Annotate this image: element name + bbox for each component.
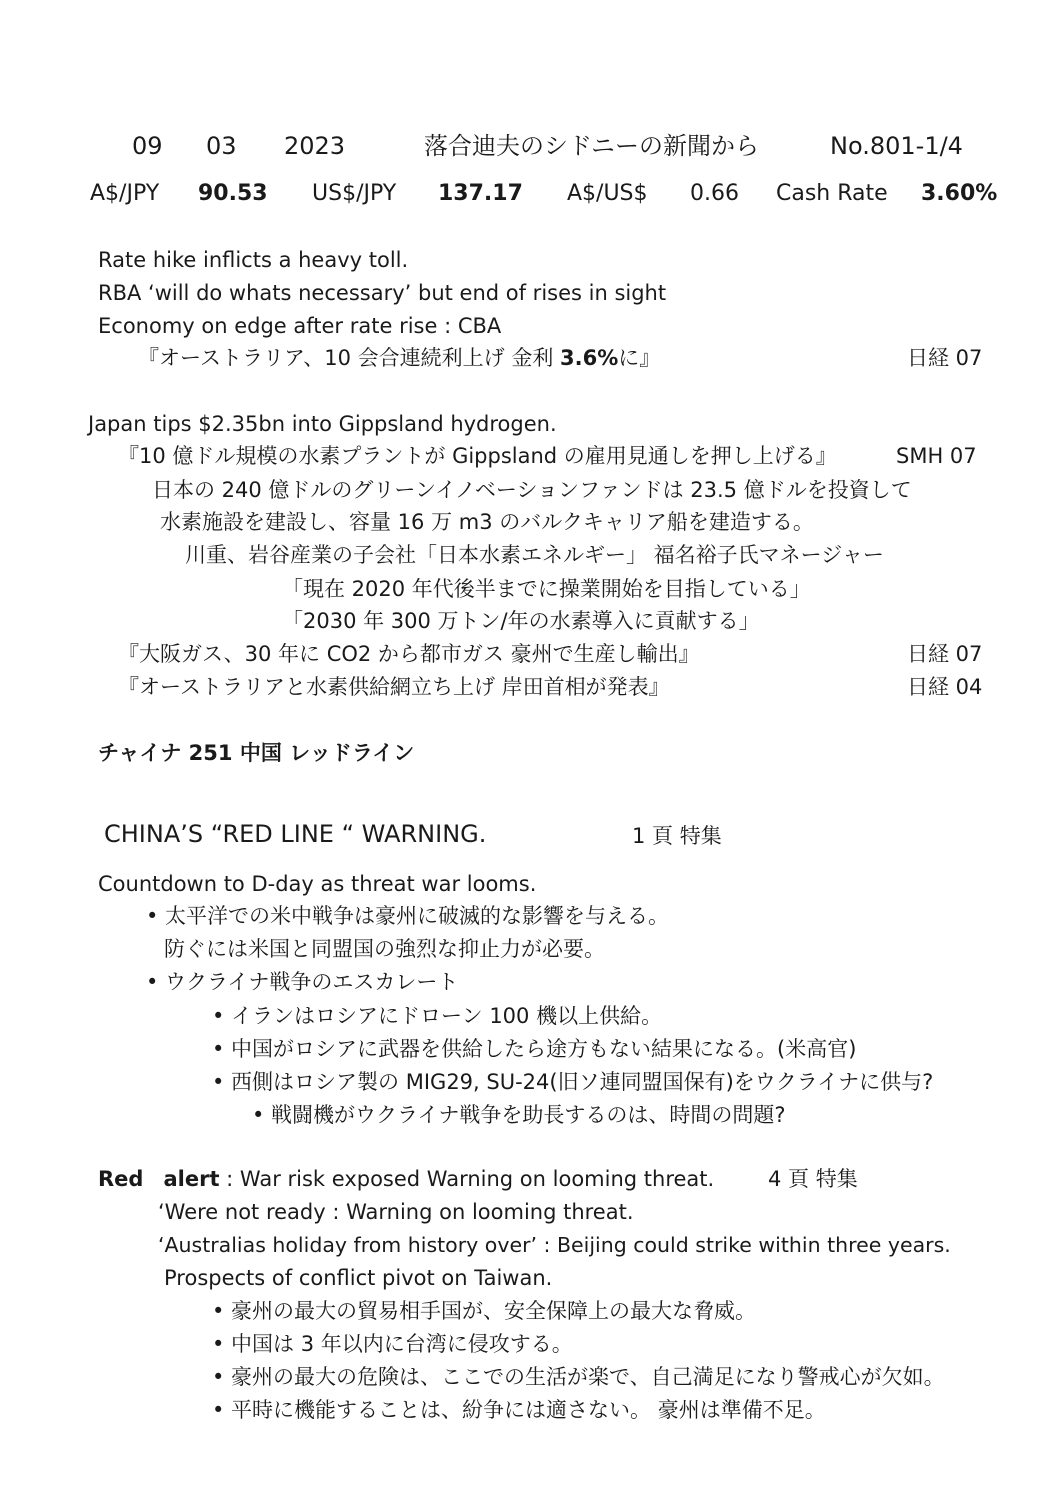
s2-line-5: 川重、岩谷産業の子会社「日本水素エネルギー」 福名裕子氏マネージャー: [185, 543, 884, 567]
s1-headline-1: Rate hike inflicts a heavy toll.: [98, 248, 409, 272]
china-section-heading: チャイナ 251 中国 レッドライン: [98, 741, 415, 765]
s1-source: 日経 07: [907, 346, 983, 370]
s4-bullet-1: • 豪州の最大の貿易相手国が、安全保障上の最大な脅威。: [212, 1299, 757, 1323]
s4-headline-1: [98, 1165, 714, 1193]
s2-smh-headline: 『10 億ドル規模の水素プラントが Gippsland の雇用見通しを押し上げる』: [118, 444, 837, 468]
cash-rate-value: 3.60%: [921, 181, 998, 206]
s3-headline: Countdown to D-day as threat war looms.: [98, 872, 537, 896]
s4-alert-word: alert: [163, 1167, 220, 1191]
s2-smh-source: SMH 07: [896, 444, 977, 468]
s1-nikkei-tail: に』: [618, 346, 661, 370]
s3-bullet-1: • 太平洋での米中戦争は豪州に破滅的な影響を与える。: [146, 904, 670, 928]
s2-quote-1: 「現在 2020 年代後半までに操業開始を目指している」: [282, 577, 811, 601]
s1-nikkei-text: 『オーストラリア、10 会合連続利上げ 金利: [138, 346, 561, 370]
s4-bullet-2: • 中国は 3 年以内に台湾に侵攻する。: [212, 1332, 573, 1356]
aud-jpy-label: A$/JPY: [90, 181, 160, 206]
date-day: 09: [132, 132, 163, 160]
china-red-line-page: 1 頁 特集: [632, 824, 722, 848]
s2-kishida-source: 日経 04: [907, 675, 983, 699]
s4-bullet-4: • 平時に機能することは、紛争には適さない。 豪州は準備不足。: [212, 1398, 826, 1422]
s1-nikkei-headline: [138, 344, 660, 372]
date-year: 2023: [284, 132, 346, 160]
s4-headline-3: ‘Australias holiday from history over’ : Beijing could strike within three years.: [158, 1233, 951, 1257]
s1-nikkei-rate: 3.6%: [560, 346, 619, 370]
s3-sub-bullet-1: • イランはロシアにドローン 100 機以上供給。: [212, 1004, 663, 1028]
usd-jpy-label: US$/JPY: [312, 181, 397, 206]
s4-headline-4: Prospects of conflict pivot on Taiwan.: [164, 1266, 553, 1290]
s4-headline-1-text: : War risk exposed Warning on looming threat.: [219, 1167, 715, 1191]
s3-bullet-1-cont: 防ぐには米国と同盟国の強烈な抑止力が必要。: [164, 937, 605, 961]
aud-usd-value: 0.66: [690, 181, 739, 206]
s3-sub-bullet-3: • 西側はロシア製の MIG29, SU-24(旧ソ連同盟国保有)をウクライナに供与?: [212, 1070, 934, 1094]
s3-bullet-2: • ウクライナ戦争のエスカレート: [146, 970, 459, 994]
china-red-line-title: CHINA’S “RED LINE “ WARNING.: [104, 820, 487, 848]
aud-jpy-value: 90.53: [198, 181, 268, 206]
cash-rate-label: Cash Rate: [776, 181, 888, 206]
s4-headline-2: ‘Were not ready : Warning on looming threat.: [158, 1200, 634, 1224]
usd-jpy-value: 137.17: [438, 181, 523, 206]
s1-headline-2: RBA ‘will do whats necessary’ but end of rises in sight: [98, 281, 667, 305]
s3-sub-bullet-2: • 中国がロシアに武器を供給したら途方もない結果になる。(米高官): [212, 1037, 857, 1061]
s2-headline: Japan tips $2.35bn into Gippsland hydrogen.: [88, 412, 557, 436]
s2-line-3: 日本の 240 億ドルのグリーンイノベーションファンドは 23.5 億ドルを投資して: [152, 478, 912, 502]
date-month: 03: [206, 132, 237, 160]
s3-sub-sub-bullet: • 戦闘機がウクライナ戦争を助長するのは、時間の問題?: [252, 1103, 786, 1127]
s4-red-word: Red: [98, 1167, 144, 1191]
s2-quote-2: 「2030 年 300 万トン/年の水素導入に貢献する」: [282, 609, 760, 633]
newsletter-title: 落合迪夫のシドニーの新聞から: [424, 132, 760, 160]
s2-line-4: 水素施設を建設し、容量 16 万 m3 のバルクキャリア船を建造する。: [160, 510, 814, 534]
s1-headline-3: Economy on edge after rate rise : CBA: [98, 314, 502, 338]
s2-osaka-source: 日経 07: [907, 642, 983, 666]
s4-bullet-3: • 豪州の最大の危険は、ここでの生活が楽で、自己満足になり警戒心が欠如。: [212, 1365, 945, 1389]
aud-usd-label: A$/US$: [567, 181, 648, 206]
issue-number: No.801-1/4: [830, 132, 963, 160]
s2-kishida-headline: 『オーストラリアと水素供給網立ち上げ 岸田首相が発表』: [118, 675, 670, 699]
s4-page: 4 頁 特集: [768, 1167, 858, 1191]
s2-osaka-gas-headline: 『大阪ガス、30 年に CO2 から都市ガス 豪州で生産し輸出』: [118, 642, 700, 666]
